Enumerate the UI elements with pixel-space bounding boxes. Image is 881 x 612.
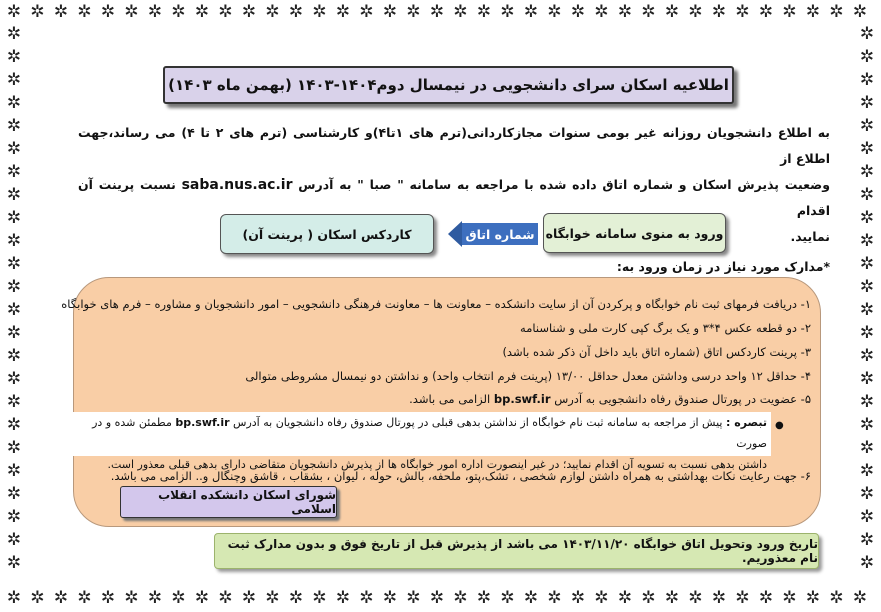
asterisk-star-icon: ✲ [547, 2, 562, 22]
asterisk-star-icon: ✲ [6, 70, 22, 90]
asterisk-star-icon: ✲ [6, 139, 22, 159]
asterisk-star-icon: ✲ [359, 2, 374, 22]
asterisk-star-icon: ✲ [711, 2, 727, 22]
footer-text: تاریخ ورود وتحویل اتاق خوابگاه ۱۴۰۳/۱۱/۲۰ می باشد از پذیرش قبل از تاریخ فوق و بدون مدارک ثبت نام معذوریم. [227, 537, 818, 565]
note-text-2: مطمئن شده و در صورت [92, 416, 767, 450]
asterisk-star-icon: ✲ [6, 461, 22, 481]
asterisk-star-icon: ✲ [859, 438, 875, 458]
swf-address[interactable]: bp.swf.ir [493, 392, 551, 406]
dorm-login-label: ورود به منوی سامانه خوابگاه [545, 225, 724, 241]
asterisk-star-icon: ✲ [406, 2, 421, 22]
asterisk-star-icon: ✲ [829, 2, 844, 22]
page-title-text: اطلاعیه اسکان سرای دانشجویی در نیمسال دوم۱۴۰۴-۱۴۰۳ (بهمن ماه ۱۴۰۳) [168, 76, 729, 94]
asterisk-star-icon: ✲ [859, 507, 875, 527]
asterisk-star-icon: ✲ [594, 2, 609, 22]
asterisk-star-icon: ✲ [476, 2, 492, 22]
asterisk-star-icon: ✲ [218, 2, 233, 22]
note-line-2: داشتن بدهی نسبت به تسویه آن اقدام نمایید؛ در غیر اینصورت اداره امور خوابگاه ها از پذیرش دانشجویان متقاضی دارای بدهی قبلی معذور است. [107, 458, 767, 471]
asterisk-star-icon: ✲ [859, 346, 875, 366]
asterisk-star-icon: ✲ [6, 24, 22, 44]
doc-item-6: ۶- جهت رعایت نکات بهداشتی به همراه داشتن لوازم شخصی ، تشک،پتو، ملحفه، بالش، حوله ، لیوان ، بشقاب ، قاشق وچنگال و.. الزامی می باشد. [110, 469, 811, 483]
asterisk-star-icon: ✲ [688, 588, 703, 608]
asterisk-star-icon: ✲ [6, 369, 22, 389]
asterisk-star-icon: ✲ [859, 24, 875, 44]
asterisk-star-icon: ✲ [241, 2, 257, 22]
intro-line-2-a: وضعیت پذیرش اسکان و شماره اتاق داده شده با مراجعه به سامانه " صبا " به آدرس [292, 177, 831, 192]
intro-line-2-b: نسبت پرینت آن اقدام [78, 177, 830, 218]
asterisk-star-icon: ✲ [6, 254, 22, 274]
asterisk-star-icon: ✲ [852, 588, 868, 608]
asterisk-star-icon: ✲ [6, 553, 22, 573]
asterisk-star-icon: ✲ [147, 588, 163, 608]
asterisk-star-icon: ✲ [124, 2, 139, 22]
asterisk-star-icon: ✲ [664, 2, 680, 22]
intro-line-3: نمایید. [790, 229, 830, 244]
asterisk-star-icon: ✲ [859, 530, 875, 550]
asterisk-star-icon: ✲ [6, 2, 22, 22]
note-swf-address[interactable]: bp.swf.ir [175, 416, 230, 429]
asterisk-star-icon: ✲ [6, 346, 22, 366]
asterisk-star-icon: ✲ [6, 484, 22, 504]
asterisk-star-icon: ✲ [335, 588, 351, 608]
council-name: شورای اسکان دانشکده انقلاب اسلامی [158, 488, 336, 516]
asterisk-star-icon: ✲ [641, 2, 656, 22]
asterisk-star-icon: ✲ [265, 2, 280, 22]
asterisk-star-icon: ✲ [147, 2, 163, 22]
note-box [70, 412, 771, 471]
doc-item-5-tail: الزامی می باشد. [409, 392, 491, 406]
asterisk-star-icon: ✲ [688, 2, 703, 22]
asterisk-star-icon: ✲ [30, 588, 45, 608]
asterisk-star-icon: ✲ [77, 2, 92, 22]
asterisk-star-icon: ✲ [664, 588, 680, 608]
asterisk-star-icon: ✲ [194, 588, 210, 608]
asterisk-star-icon: ✲ [6, 392, 22, 412]
docs-heading: *مدارک مورد نیاز در زمان ورود به: [616, 259, 830, 274]
asterisk-star-icon: ✲ [6, 47, 22, 67]
asterisk-star-icon: ✲ [53, 2, 69, 22]
asterisk-star-icon: ✲ [171, 2, 186, 22]
asterisk-star-icon: ✲ [570, 588, 586, 608]
note-text-1: پیش از مراجعه به سامانه ثبت نام خوابگاه از نداشتن بدهی قبلی در پورتال صندوق رفاه دانشجویان به آدرس [229, 416, 726, 429]
asterisk-star-icon: ✲ [30, 2, 45, 22]
asterisk-star-icon: ✲ [859, 415, 875, 435]
asterisk-star-icon: ✲ [265, 588, 280, 608]
asterisk-star-icon: ✲ [617, 2, 633, 22]
asterisk-star-icon: ✲ [859, 116, 875, 136]
asterisk-star-icon: ✲ [523, 2, 539, 22]
asterisk-star-icon: ✲ [6, 588, 22, 608]
doc-item-1: ۱- دریافت فرمهای ثبت نام خوابگاه و پرکردن آن از سایت دانشکده – معاونت ها – معاونت فرهنگی دانشجویی – امور دانشجویان و مشاوره – فرم های خوابگاه [61, 297, 811, 311]
asterisk-star-icon: ✲ [859, 208, 875, 228]
council-signature [120, 486, 337, 518]
asterisk-star-icon: ✲ [570, 2, 586, 22]
asterisk-star-icon: ✲ [382, 588, 398, 608]
asterisk-star-icon: ✲ [859, 323, 875, 343]
asterisk-star-icon: ✲ [6, 438, 22, 458]
asterisk-star-icon: ✲ [6, 277, 22, 297]
asterisk-star-icon: ✲ [859, 369, 875, 389]
doc-item-4 [245, 368, 811, 384]
asterisk-star-icon: ✲ [594, 588, 609, 608]
doc-item-5 [409, 391, 811, 407]
asterisk-star-icon: ✲ [859, 461, 875, 481]
asterisk-star-icon: ✲ [859, 231, 875, 251]
asterisk-star-icon: ✲ [523, 588, 539, 608]
asterisk-star-icon: ✲ [6, 415, 22, 435]
asterisk-star-icon: ✲ [453, 588, 468, 608]
asterisk-star-icon: ✲ [218, 588, 233, 608]
asterisk-star-icon: ✲ [782, 2, 797, 22]
asterisk-star-icon: ✲ [829, 588, 844, 608]
asterisk-star-icon: ✲ [429, 2, 445, 22]
doc-item-3: ۳- پرینت کاردکس اتاق (شماره اتاق باید داخل آن ذکر شده باشد) [502, 345, 811, 359]
kardex-print-label: کاردکس اسکان ( پرینت آن) [242, 226, 412, 242]
asterisk-star-icon: ✲ [859, 139, 875, 159]
asterisk-star-icon: ✲ [6, 323, 22, 343]
asterisk-star-icon: ✲ [735, 588, 750, 608]
asterisk-star-icon: ✲ [859, 484, 875, 504]
asterisk-star-icon: ✲ [406, 588, 421, 608]
asterisk-star-icon: ✲ [859, 70, 875, 90]
bullet-icon: ● [775, 420, 784, 431]
asterisk-star-icon: ✲ [711, 588, 727, 608]
kardex-print-button[interactable] [220, 214, 434, 254]
doc-item-2: ۲- دو قطعه عکس ۴*۳ و یک برگ کپی کارت ملی و شناسنامه [520, 321, 811, 335]
asterisk-star-icon: ✲ [53, 588, 69, 608]
asterisk-star-icon: ✲ [805, 588, 821, 608]
note-line-1 [74, 412, 767, 454]
room-number-label: شماره اتاق [462, 223, 538, 245]
note-label: تبصره : [725, 416, 767, 429]
asterisk-star-icon: ✲ [6, 162, 22, 182]
asterisk-star-icon: ✲ [288, 588, 304, 608]
asterisk-star-icon: ✲ [859, 254, 875, 274]
asterisk-star-icon: ✲ [859, 392, 875, 412]
asterisk-star-icon: ✲ [758, 588, 774, 608]
asterisk-star-icon: ✲ [782, 588, 797, 608]
room-number-arrow [448, 222, 538, 246]
asterisk-star-icon: ✲ [6, 231, 22, 251]
asterisk-star-icon: ✲ [124, 588, 139, 608]
footer-notice [214, 533, 819, 569]
asterisk-star-icon: ✲ [171, 588, 186, 608]
asterisk-star-icon: ✲ [312, 2, 327, 22]
asterisk-star-icon: ✲ [735, 2, 750, 22]
asterisk-star-icon: ✲ [6, 93, 22, 113]
asterisk-star-icon: ✲ [859, 93, 875, 113]
asterisk-star-icon: ✲ [859, 47, 875, 67]
asterisk-star-icon: ✲ [500, 2, 515, 22]
asterisk-star-icon: ✲ [312, 588, 327, 608]
asterisk-star-icon: ✲ [194, 2, 210, 22]
asterisk-star-icon: ✲ [382, 2, 398, 22]
doc-item-4-text: ۴- حداقل ۱۲ واحد درسی وداشتن معدل حداقل ۱۳/۰۰ (پرینت فرم انتخاب واحد) و نداشتن دو نیمسال مشروطی متوالی [245, 369, 811, 383]
page-title [163, 66, 734, 104]
asterisk-star-icon: ✲ [859, 277, 875, 297]
intro-line-1: به اطلاع دانشجویان روزانه غیر بومی سنوات مجازکاردانی(ترم های ۱تا۴)و کارشناسی (ترم های ۲ تا ۴) می رساند،جهت اطلاع از [78, 125, 831, 166]
asterisk-star-icon: ✲ [859, 185, 875, 205]
asterisk-star-icon: ✲ [100, 588, 116, 608]
asterisk-star-icon: ✲ [288, 2, 304, 22]
asterisk-star-icon: ✲ [6, 300, 22, 320]
asterisk-star-icon: ✲ [6, 185, 22, 205]
asterisk-star-icon: ✲ [852, 2, 868, 22]
asterisk-star-icon: ✲ [641, 588, 656, 608]
left-arrow-icon [448, 221, 462, 247]
asterisk-star-icon: ✲ [617, 588, 633, 608]
asterisk-star-icon: ✲ [859, 553, 875, 573]
asterisk-star-icon: ✲ [241, 588, 257, 608]
asterisk-star-icon: ✲ [335, 2, 351, 22]
asterisk-star-icon: ✲ [805, 2, 821, 22]
asterisk-star-icon: ✲ [6, 507, 22, 527]
asterisk-star-icon: ✲ [429, 588, 445, 608]
dorm-login-button[interactable] [543, 213, 726, 253]
asterisk-star-icon: ✲ [758, 2, 774, 22]
asterisk-star-icon: ✲ [6, 116, 22, 136]
doc-item-5-text: ۵- عضویت در پورتال صندوق رفاه دانشجویی به آدرس [554, 392, 811, 406]
asterisk-star-icon: ✲ [6, 530, 22, 550]
asterisk-star-icon: ✲ [547, 588, 562, 608]
asterisk-star-icon: ✲ [453, 2, 468, 22]
asterisk-star-icon: ✲ [500, 588, 515, 608]
asterisk-star-icon: ✲ [77, 588, 92, 608]
saba-address[interactable]: saba.nus.ac.ir [181, 177, 293, 193]
asterisk-star-icon: ✲ [859, 162, 875, 182]
asterisk-star-icon: ✲ [859, 300, 875, 320]
asterisk-star-icon: ✲ [6, 208, 22, 228]
asterisk-star-icon: ✲ [476, 588, 492, 608]
asterisk-star-icon: ✲ [359, 588, 374, 608]
asterisk-star-icon: ✲ [100, 2, 116, 22]
